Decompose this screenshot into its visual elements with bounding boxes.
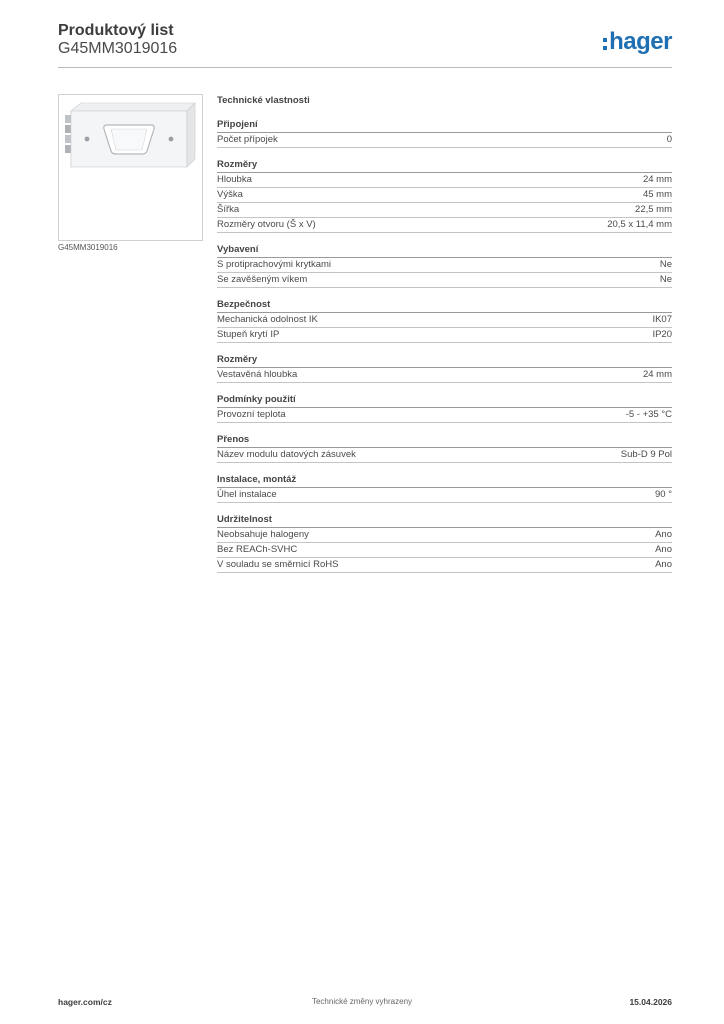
logo-text: hager: [609, 28, 672, 55]
spec-label: Výška: [217, 189, 243, 200]
spec-value: Ne: [659, 274, 672, 285]
section-heading: Připojení: [217, 118, 672, 133]
spec-label: Bez REACh-SVHC: [217, 544, 298, 555]
spec-value: 90 °: [654, 489, 672, 500]
spec-section: [217, 513, 672, 573]
spec-value: IK07: [652, 314, 672, 325]
spec-row: [217, 328, 672, 343]
image-caption: G45MM3019016: [58, 243, 118, 252]
spec-row: [217, 273, 672, 288]
spec-value: Ano: [655, 544, 672, 555]
spec-label: Neobsahuje halogeny: [217, 529, 309, 540]
spec-label: Hloubka: [217, 174, 252, 185]
spec-label: Provozní teplota: [217, 409, 286, 420]
spec-row: [217, 408, 672, 423]
spec-row: [217, 188, 672, 203]
sub-d-module-icon: [59, 95, 202, 240]
specs-title: Technické vlastnosti: [217, 95, 310, 106]
spec-row: [217, 133, 672, 148]
spec-value: 24 mm: [642, 174, 672, 185]
spec-row: [217, 218, 672, 233]
page-title: Produktový list: [58, 22, 174, 39]
footer-notice: Technické změny vyhrazeny: [311, 997, 413, 1006]
spec-section: [217, 353, 672, 383]
spec-row: [217, 558, 672, 573]
hager-logo[interactable]: [603, 30, 672, 54]
section-heading: Bezpečnost: [217, 298, 672, 313]
spec-value: 20,5 x 11,4 mm: [607, 219, 672, 230]
spec-value: Sub-D 9 Pol: [620, 449, 672, 460]
section-heading: Podmínky použití: [217, 393, 672, 408]
spec-row: [217, 203, 672, 218]
specs-table: [217, 94, 672, 583]
spec-label: Vestavěná hloubka: [217, 369, 298, 380]
section-heading: Rozměry: [217, 158, 672, 173]
spec-value: Ne: [659, 259, 672, 270]
spec-value: 45 mm: [642, 189, 672, 200]
spec-row: [217, 488, 672, 503]
header-divider: [58, 67, 672, 68]
spec-row: [217, 368, 672, 383]
spec-label: Mechanická odolnost IK: [217, 314, 318, 325]
spec-label: Stupeň krytí IP: [217, 329, 280, 340]
spec-row: [217, 258, 672, 273]
spec-label: Počet přípojek: [217, 134, 278, 145]
product-image: [58, 94, 203, 241]
spec-value: 0: [666, 134, 672, 145]
spec-value: Ano: [655, 529, 672, 540]
spec-section: [217, 433, 672, 463]
spec-section: [217, 243, 672, 288]
spec-row: [217, 313, 672, 328]
spec-label: V souladu se směrnicí RoHS: [217, 559, 339, 570]
spec-label: Rozměry otvoru (Š x V): [217, 219, 316, 230]
spec-section: [217, 393, 672, 423]
spec-value: 22,5 mm: [635, 204, 672, 215]
section-heading: Udržitelnost: [217, 513, 672, 528]
spec-section: [217, 118, 672, 148]
product-code: G45MM3019016: [58, 40, 178, 57]
section-heading: Rozměry: [217, 353, 672, 368]
spec-label: Se zavěšeným víkem: [217, 274, 308, 285]
footer-website-link[interactable]: hager.com/cz: [58, 997, 112, 1007]
footer-date: 15.04.2026: [629, 997, 672, 1007]
section-heading: Přenos: [217, 433, 672, 448]
spec-value: IP20: [652, 329, 672, 340]
spec-section: [217, 298, 672, 343]
spec-value: 24 mm: [642, 369, 672, 380]
spec-row: [217, 173, 672, 188]
spec-section: [217, 158, 672, 233]
spec-label: Šířka: [217, 204, 240, 215]
spec-row: [217, 528, 672, 543]
spec-label: Název modulu datových zásuvek: [217, 449, 356, 460]
logo-dots-icon: [603, 35, 607, 50]
section-heading: Vybavení: [217, 243, 672, 258]
spec-value: -5 - +35 °C: [625, 409, 672, 420]
spec-row: [217, 448, 672, 463]
spec-label: Úhel instalace: [217, 489, 277, 500]
spec-value: Ano: [655, 559, 672, 570]
spec-row: [217, 543, 672, 558]
section-heading: Instalace, montáž: [217, 473, 672, 488]
spec-label: S protiprachovými krytkami: [217, 259, 332, 270]
spec-section: [217, 473, 672, 503]
